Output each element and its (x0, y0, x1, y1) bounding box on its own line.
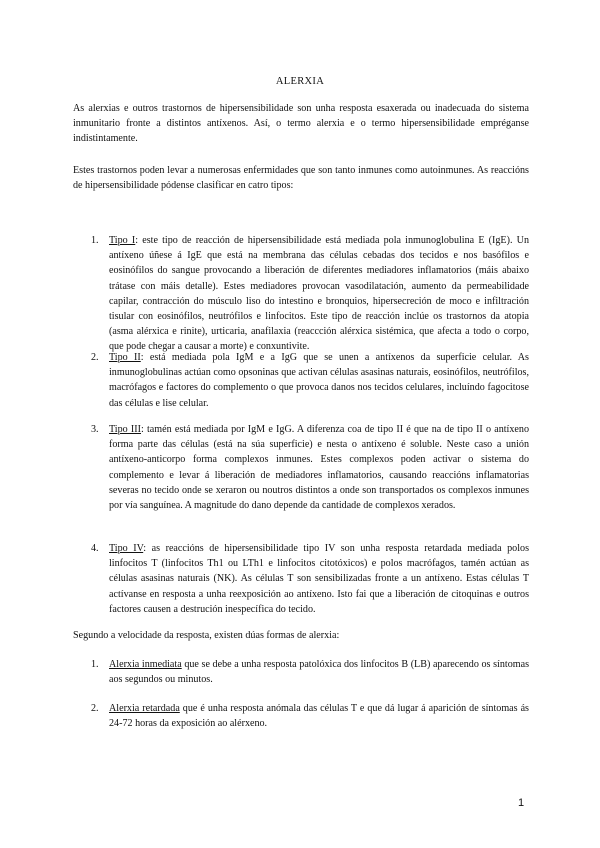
item-text: : tamén está mediada por IgM e IgG. A diferenza coa de tipo II é que na de tipo II o antíxeno forma parte das células (está na súa superficie) e nesta o antíxeno é soluble. Neste caso a unión antíxeno-anticorpo forma complexos inmunes. Estes complexos poden activar o sistema do complemento e levar á liberación de mediadores inflamatorios, causando reaccións inflamatorias severas no tecido onde se xeraron ou noutros distintos a onde son transportados os complexos inmunes por vía sanguínea. A magnitude do dano depende da cantidade de complexos xerados. (109, 424, 529, 512)
term-label: Alerxia inmediata (109, 659, 182, 670)
term-label: Alerxia retardada (109, 703, 180, 714)
page-title: ALERXIA (275, 76, 325, 87)
list-item-type-1 (91, 233, 529, 355)
page-number: 1 (518, 797, 525, 809)
list-item-type-2 (91, 350, 529, 411)
item-text: que é unha resposta anómala das células T e que dá lugar á aparición de síntomas ás 24-72 horas da exposición ao alérxeno. (109, 703, 529, 730)
list-number: 1. (91, 235, 99, 246)
term-label: Tipo I (109, 235, 136, 246)
item-text: : está mediada pola IgM e a IgG que se unen a antíxenos da superficie celular. As inmunoglobulinas actúan como opsoninas que activan células asasinas naturais, eosinófilos, neutrófilos, macrófagos e factores do complemento o que provoca danos nos tecidos celulares, incluíndo fagocitose das células e lise celular. (109, 352, 529, 409)
item-text: : as reaccións de hipersensibilidade tipo IV son unha resposta retardada mediada polos linfocitos T (linfocitos Th1 ou LTh1 e linfocitos citotóxicos) e polos macrófagos, tamén actúan as células asasinas naturais (NK). As células T son sensibilizadas fronte a un antíxeno. Estas células T actívanse en resposta a unha reexposición ao antíxeno. Isto fai que a liberación de citoquinas e outros factores causen a destrución inespecífica do tecido. (109, 543, 530, 615)
list-item-type-3 (91, 422, 529, 513)
item-text: que se debe a unha resposta patolóxica dos linfocitos B (LB) aparecendo os síntomas aos segundos ou minutos. (109, 659, 530, 686)
intro-paragraph-1: As alerxias e outros trastornos de hipersensibilidade son unha resposta esaxerada ou inadecuada do sistema inmunitario fronte a distintos antíxenos. Así, o termo alerxia e o termo hipersensibilidade empréganse indistintamente. (73, 103, 529, 145)
speed-intro-paragraph: Segundo a velocidade da resposta, existen dúas formas de alerxia: (73, 630, 340, 641)
list-number: 2. (91, 703, 99, 714)
list-number: 2. (91, 352, 99, 363)
term-label: Tipo III (109, 424, 141, 435)
list-item-type-4 (91, 541, 529, 617)
item-text: : este tipo de reacción de hipersensibilidade está mediada pola inmunoglobulina E (IgE). Un antíxeno úñese á IgE que está na membrana das células cebadas dos tecidos e nos basófilos e eosinófilos do sangue provocando a liberación de diferentes mediadores inflamatorios (máis abaixo trátase con máis detalle). Estes mediadores provocan vasodilatación, aumento da permeabilidade capilar, contracción do músculo liso do intestino e bronquios, hipersecreción de moco e infiltración tisular con eosinófilos, neutrófilos e linfocitos. Este tipo de reacción inclúe os trastornos da atopia (asma alérxica e rinite), urticaria, anafilaxia (reaccción alérxica sistémica, que afecta a todo o corpo, que pode chegar a causar a morte) e conxuntivite. (109, 235, 529, 353)
list-item-immediate-allergy (91, 657, 529, 687)
intro-paragraph-2: Estes trastornos poden levar a numerosas enfermidades que son tanto inmunes como autoinmunes. As reaccións de hipersensibilidade pódense clasificar en catro tipos: (73, 165, 529, 192)
term-label: Tipo IV (109, 543, 144, 554)
term-label: Tipo II (109, 352, 141, 363)
list-number: 3. (91, 424, 99, 435)
list-number: 1. (91, 659, 99, 670)
list-number: 4. (91, 543, 99, 554)
list-item-delayed-allergy (91, 701, 529, 731)
